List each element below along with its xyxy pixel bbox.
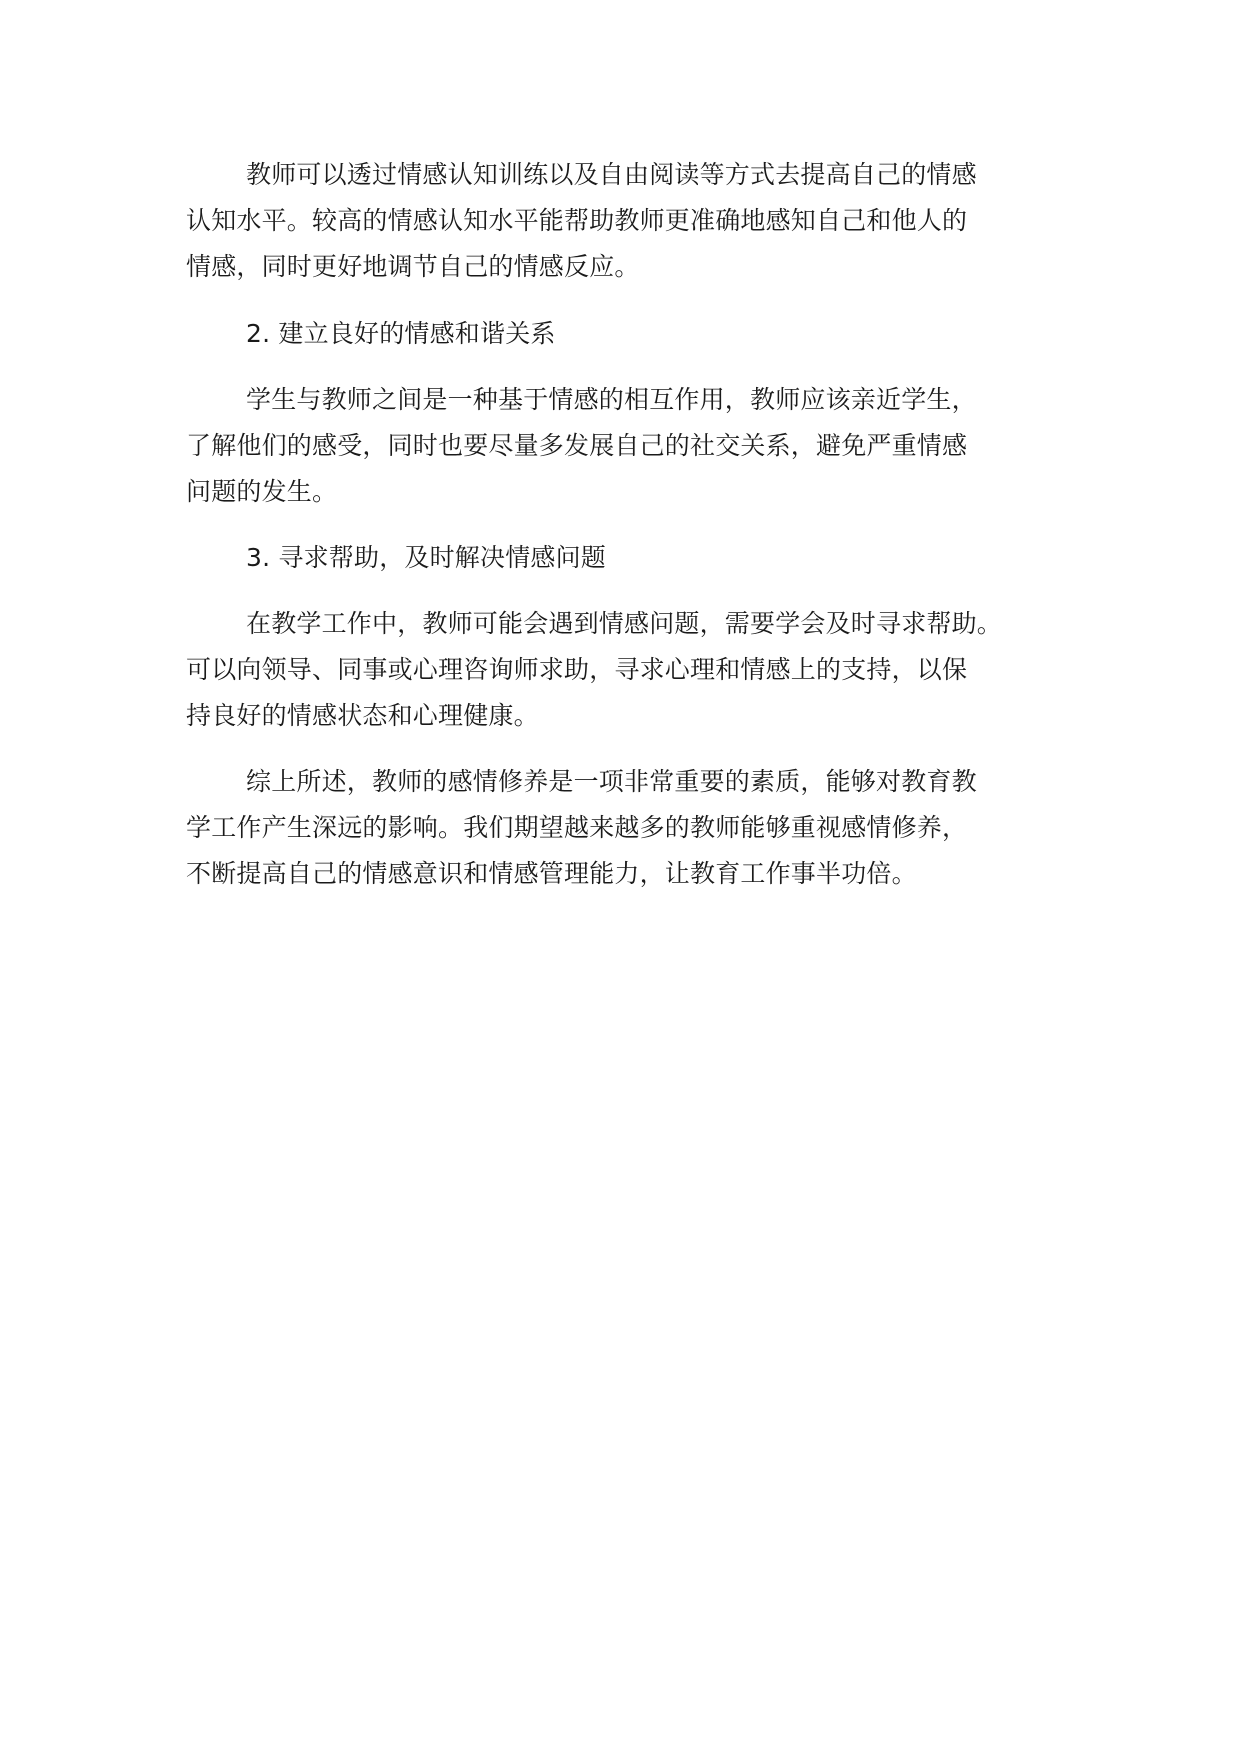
paragraph-relationships bbox=[186, 377, 1086, 515]
text-line: 在教学工作中，教师可能会遇到情感问题，需要学会及时寻求帮助。 bbox=[246, 609, 1003, 638]
text-line: 可以向领导、同事或心理咨询师求助，寻求心理和情感上的支持，以保 bbox=[186, 655, 968, 684]
section-heading-2 bbox=[186, 311, 1086, 357]
text-line: 了解他们的感受，同时也要尽量多发展自己的社交关系，避免严重情感 bbox=[186, 431, 968, 460]
text-line: 持良好的情感状态和心理健康。 bbox=[186, 701, 539, 730]
text-line: 问题的发生。 bbox=[186, 477, 338, 506]
text-line: 综上所述，教师的感情修养是一项非常重要的素质，能够对教育教 bbox=[246, 767, 977, 796]
text-line: 情感，同时更好地调节自己的情感反应。 bbox=[186, 252, 640, 281]
paragraph-emotional-cognition bbox=[186, 152, 1086, 290]
text-line: 教师可以透过情感认知训练以及自由阅读等方式去提高自己的情感 bbox=[246, 160, 977, 189]
paragraph-seek-help bbox=[186, 601, 1086, 739]
heading-text: 2. 建立良好的情感和谐关系 bbox=[246, 319, 556, 348]
heading-text: 3. 寻求帮助，及时解决情感问题 bbox=[246, 543, 607, 572]
text-line: 学生与教师之间是一种基于情感的相互作用，教师应该亲近学生， bbox=[246, 385, 977, 414]
paragraph-conclusion bbox=[186, 759, 1086, 897]
text-line: 学工作产生深远的影响。我们期望越来越多的教师能够重视感情修养， bbox=[186, 813, 968, 842]
section-heading-3 bbox=[186, 535, 1086, 581]
text-line: 认知水平。较高的情感认知水平能帮助教师更准确地感知自己和他人的 bbox=[186, 206, 968, 235]
text-line: 不断提高自己的情感意识和情感管理能力，让教育工作事半功倍。 bbox=[186, 859, 917, 888]
